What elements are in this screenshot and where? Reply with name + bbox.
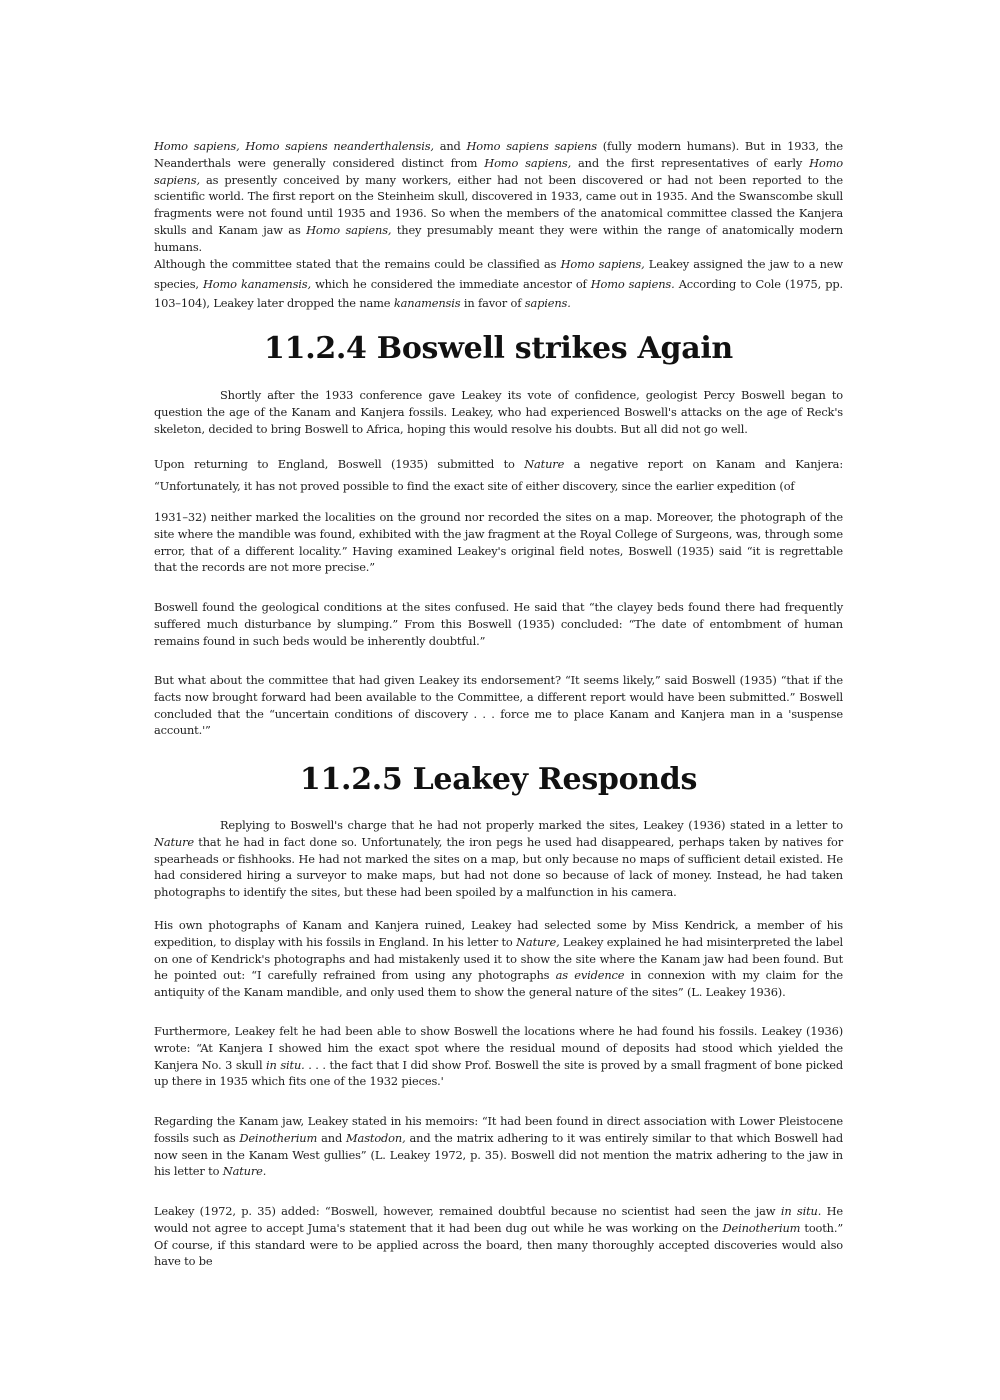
text-run: Furthermore, Leakey felt he had been able to show Boswell the locations where he had found his fossils. Leakey (1936) wrote: “At Kanjera I showed him the exact spot where the residual mound of deposits had stood which yielded the Kanjera No. 3 skull <box>154 1024 843 1072</box>
paragraph-replying-to-boswell <box>154 817 843 901</box>
text-run: . . . the fact that I did show Prof. Boswell the site is proved by a small fragment of bone picked up there in 1935 which fits one of the 1932 pieces.' <box>154 1057 843 1089</box>
paragraph-homo-kanamensis <box>154 255 843 314</box>
species-name: kanamensis <box>393 296 461 310</box>
paragraph-boswell-questions-age: Shortly after the 1933 conference gave Leakey its vote of confidence, geologist Percy Boswell began to question the age of the Kanam and Kanjera fossils. Leakey, who had experienced Boswell's attacks on the age of Reck's skeleton, decided to bring Boswell to Africa, hoping this would resolve his doubts. But all did not go well. <box>154 388 843 436</box>
paragraph-earlier-expedition: 1931–32) neither marked the localities on the ground nor recorded the sites on a map. Moreover, the photograph of the site where the mandible was found, exhibited with the jaw fragment at the Royal College of Surgeons, was, through some error, that of a different locality.” Having examined Leakey's original field notes, Boswell (1935) said “it is regrettable that the records are not more precise.” <box>154 510 843 575</box>
species-name: Homo sapiens, Homo sapiens neanderthalensis, <box>154 139 434 153</box>
text-run: they presumably meant they were within the range of anatomically modern humans. <box>154 222 843 254</box>
paragraph-kendrick-photographs <box>154 917 843 1001</box>
text-run: He would not agree to accept Juma's statement that it had been dug out while he was working on the <box>154 1204 843 1235</box>
text-run: Although the committee stated that the remains could be classified as <box>154 257 561 271</box>
text-run: Regarding the Kanam jaw, Leakey stated in his memoirs: “It had been found in direct association with Lower Pleistocene fossils such as <box>154 1114 843 1145</box>
species-name: Homo sapiens, <box>306 222 392 237</box>
text-run: Replying to Boswell's charge that he had not properly marked the sites, Leakey (1936) stated in a letter to <box>220 818 843 832</box>
species-name: Homo sapiens. <box>590 276 675 291</box>
journal-name: Nature <box>524 457 565 471</box>
text-run: and <box>317 1130 347 1145</box>
genus-name: Deinotherium <box>722 1220 801 1235</box>
text-run: Upon returning to England, Boswell (1935) submitted to <box>154 457 525 471</box>
emphasis: as evidence <box>555 968 625 983</box>
section-heading-boswell-strikes-again: 11.2.4 Boswell strikes Again <box>264 331 733 366</box>
text-run: which he considered the immediate ancestor of <box>310 276 591 291</box>
journal-name: Nature. <box>222 1164 267 1179</box>
paragraph-homo-sapiens-classification <box>154 138 843 256</box>
text-run: (fully modern humans). But in 1933, the Neanderthals were generally considered distinct from <box>154 139 843 170</box>
text-run: in connexion with my claim for the antiquity of the Kanam mandible, and only used them to show the general nature of the sites” (L. Leakey 1936). <box>154 968 843 1000</box>
species-name: Homo sapiens sapiens <box>466 139 597 153</box>
text-run: and <box>433 139 467 153</box>
species-name: sapiens. <box>524 296 571 310</box>
paragraph-committee-endorsement: But what about the committee that had given Leakey its endorsement? “It seems likely,” said Boswell (1935) “that if the facts now brought forward had been available to the Committee, a different report would have been submitted.” Boswell concluded that the “uncertain conditions of discovery . . . force me to place Kanam and Kanjera man in a 'suspense account.'” <box>154 673 843 738</box>
text-run: that he had in fact done so. Unfortunately, the iron pegs he used had disappeared, perhaps taken by natives for spearheads or fishhooks. He had not marked the sites on a map, but only because no maps of sufficient detail existed. He had considered hiring a surveyor to make maps, but had not done so because of lack of money. Instead, he had taken photographs to identify the sites, but these had been spoiled by a malfunction in his camera. <box>154 834 843 900</box>
text-run: According to Cole (1975, pp. 103–104), Leakey later dropped the name <box>154 276 843 310</box>
text-run: Leakey assigned the jaw to a new species, <box>154 257 843 291</box>
paragraph-showed-boswell-locations <box>154 1023 843 1090</box>
text-run: and the first representatives of early <box>571 155 810 170</box>
journal-name: Nature <box>154 834 194 849</box>
paragraph-kanam-jaw-memoirs <box>154 1113 843 1180</box>
emphasis: in situ. <box>780 1204 822 1218</box>
journal-name: Nature, <box>516 934 560 949</box>
text-run: Leakey (1972, p. 35) added: “Boswell, however, remained doubtful because no scientist had seen the jaw <box>154 1204 781 1218</box>
paragraph-geological-conditions: Boswell found the geological conditions at the sites confused. He said that “the clayey beds found there had frequently suffered much disturbance by slumping.” From this Boswell (1935) concluded: “The date of entombment of human remains found in such beds would be inherently doubtful.” <box>154 600 843 648</box>
text-run: in favor of <box>460 296 525 310</box>
species-name: Homo kanamensis, <box>203 276 311 291</box>
paragraph-boswell-negative-report <box>154 453 843 497</box>
text-run: Leakey explained he had misinterpreted the label on one of Kendrick's photographs and had mistakenly used it to show the site where the Kanam jaw had been found. But he pointed out: “I carefully refrained from using any photographs <box>154 934 844 983</box>
species-name: Homo sapiens, <box>560 257 645 271</box>
emphasis: in situ. <box>266 1057 305 1072</box>
text-run: tooth.” Of course, if this standard were to be applied across the board, then many thoroughly accepted discoveries would also have to be <box>154 1220 844 1269</box>
genus-name: Mastodon, <box>346 1130 406 1145</box>
paragraph-boswell-doubtful <box>154 1203 843 1270</box>
genus-name: Deinotherium <box>239 1130 318 1145</box>
text-run: and the matrix adhering to it was entirely similar to that which Boswell had now seen in the Kanam West gullies” (L. Leakey 1972, p. 35). Boswell did not mention the matrix adhering to the jaw in his letter to <box>154 1130 843 1179</box>
text-run: His own photographs of Kanam and Kanjera ruined, Leakey had selected some by Miss Kendrick, a member of his expedition, to display with his fossils in England. In his letter to <box>154 918 843 949</box>
species-name: Homo sapiens, <box>154 155 843 187</box>
section-heading-leakey-responds: 11.2.5 Leakey Responds <box>299 762 698 797</box>
text-run: a negative report on Kanam and Kanjera: “Unfortunately, it has not proved possible to find the exact site of either discovery, since the earlier expedition (of <box>154 457 844 493</box>
text-run: as presently conceived by many workers, either had not been discovered or had not been reported to the scientific world. The first report on the Steinheim skull, discovered in 1933, came out in 1935. And the Swanscombe skull fragments were not found until 1935 and 1936. So when the members of the anatomical committee classed the Kanjera skulls and Kanam jaw as <box>154 172 843 237</box>
species-name: Homo sapiens, <box>484 155 572 170</box>
